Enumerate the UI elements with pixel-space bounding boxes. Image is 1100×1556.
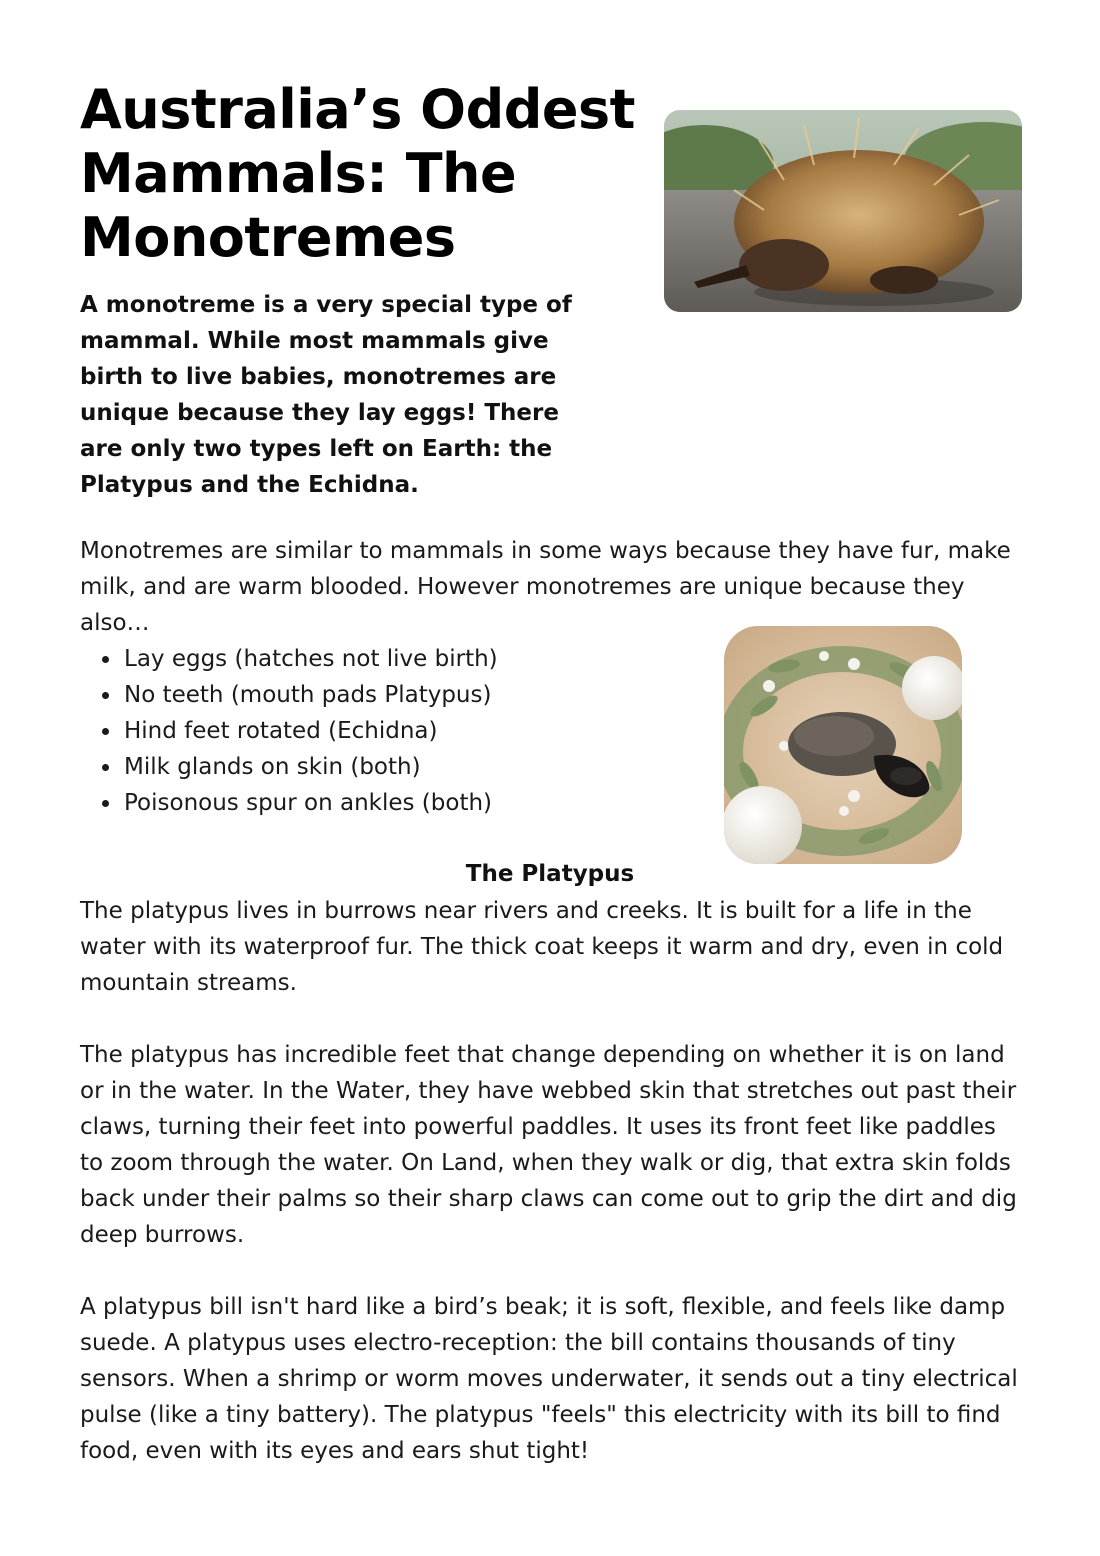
trait-item: No teeth (mouth pads Platypus)	[124, 677, 640, 713]
page-title: Australia’s Oddest Mammals: The Monotremes	[80, 78, 635, 269]
trait-item: Hind feet rotated (Echidna)	[124, 713, 640, 749]
traits-list	[80, 641, 640, 821]
platypus-paragraph-habitat: The platypus lives in burrows near rivers and creeks. It is built for a life in the water with its waterproof fur. The thick coat keeps it warm and dry, even in cold mountain streams.	[80, 898, 1004, 996]
trait-item: Poisonous spur on ankles (both)	[124, 785, 640, 821]
trait-item: Lay eggs (hatches not live birth)	[124, 641, 640, 677]
trait-item: Milk glands on skin (both)	[124, 749, 640, 785]
platypus-photo	[724, 626, 962, 864]
platypus-paragraph-bill: A platypus bill isn't hard like a bird’s beak; it is soft, flexible, and feels like damp suede. A platypus uses electro-reception: the bill contains thousands of tiny sensors. When a shrimp or worm moves underwater, it sends out a tiny electrical pulse (like a tiny battery). The platypus "feels" this electricity with its bill to find food, even with its eyes and ears shut tight!	[80, 1294, 1018, 1464]
similarities-paragraph: Monotremes are similar to mammals in some ways because they have fur, make milk, and are warm blooded. However monotremes are unique because they also…	[80, 538, 1011, 636]
platypus-paragraph-feet: The platypus has incredible feet that change depending on whether it is on land or in the water. In the Water, they have webbed skin that stretches out past their claws, turning their feet into powerful paddles. It uses its front feet like paddles to zoom through the water. On Land, when they walk or dig, that extra skin folds back under their palms so their sharp claws can come out to grip the dirt and dig deep burrows.	[80, 1042, 1017, 1248]
echidna-photo	[664, 110, 1022, 312]
intro-paragraph: A monotreme is a very special type of mammal. While most mammals give birth to live babies, monotremes are unique because they lay eggs! There are only two types left on Earth: the Platypus and the Echidna.	[80, 292, 572, 498]
section-heading-platypus: The Platypus	[465, 861, 635, 887]
